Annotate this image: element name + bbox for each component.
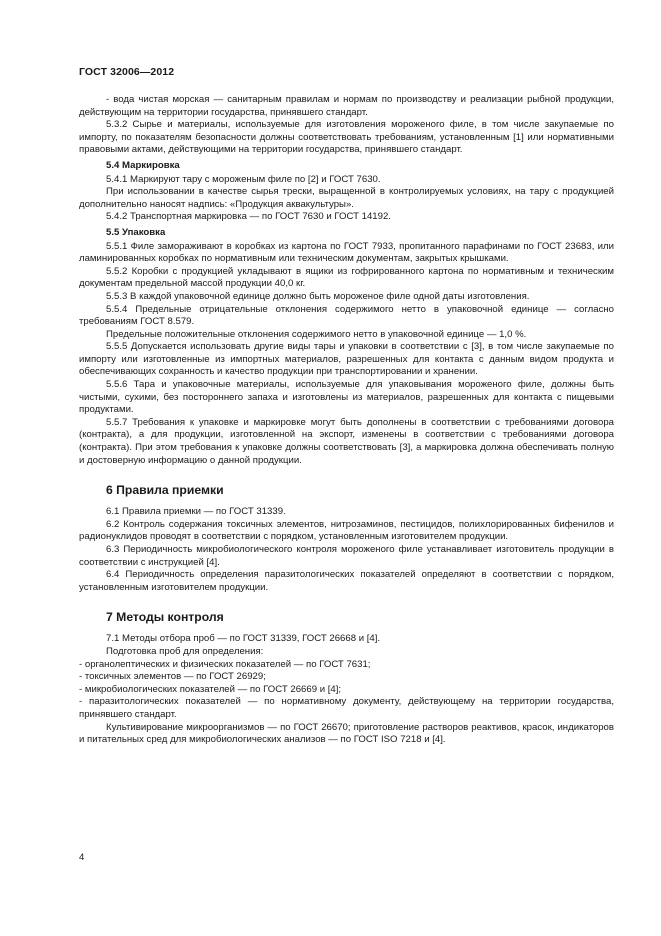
subsection-heading: 5.5 Упаковка [106, 226, 166, 238]
list-item: - паразитологических показателей — по нормативному документу, действующему на территории государства, принявшего стандарт. [79, 696, 614, 720]
paragraph: 5.3.2 Сырье и материалы, используемые для изготовления мороженого филе, в том числе закупаемые по импорту, по показателям безопасности должны соответствовать требованиям, установленным [1] или нормативными правовыми актами, действующими на территории государства, принявшего стандарт. [79, 119, 614, 156]
paragraph: 6.3 Периодичность микробиологического контроля мороженого филе устанавливает изготовитель продукции в соответствии с инструкцией [4]. [79, 544, 614, 568]
paragraph: 5.5.4 Предельные отрицательные отклонения содержимого нетто в упаковочной единице — согласно требованиям ГОСТ 8.579. [79, 303, 614, 328]
paragraph: 7.1 Методы отбора проб — по ГОСТ 31339, ГОСТ 26668 и [4]. [106, 633, 381, 645]
paragraph: 6.2 Контроль содержания токсичных элементов, нитрозаминов, пестицидов, полихлорированных бифенилов и радионуклидов проводят в соответствии с порядком, установленным изготовителем продукции. [79, 518, 614, 543]
section-heading: 7 Методы контроля [106, 610, 224, 625]
section-heading: 6 Правила приемки [106, 483, 224, 498]
paragraph: Подготовка проб для определения: [106, 645, 264, 657]
paragraph: При использовании в качестве сырья трески, выращенной в контролируемых условиях, на тару с продукцией дополнительно наносят надпись: «Продукция аквакультуры». [79, 186, 614, 210]
paragraph: 5.5.3 В каждой упаковочной единице должно быть мороженое филе одной даты изготовления. [106, 290, 530, 302]
paragraph: 5.5.6 Тара и упаковочные материалы, используемые для упаковывания мороженого филе, должны быть чистыми, сухими, без постороннего запаха и изготовлены из материалов, разрешенных для контакта с пищевыми продуктами. [79, 379, 614, 416]
paragraph: 6.4 Периодичность определения паразитологических показателей определяют в соответствии с порядком, установленным изготовителем продукции. [79, 569, 614, 593]
paragraph: 5.4.2 Транспортная маркировка — по ГОСТ 7630 и ГОСТ 14192. [106, 211, 391, 223]
subsection-heading: 5.4 Маркировка [106, 159, 180, 171]
paragraph: 5.5.5 Допускается использовать другие виды тары и упаковки в соответствии с [3], в том числе закупаемые по импорту или изготовленные из импортных материалов, разрешенных для контакта с данным видом продукта и обеспечивающих сохранность и качество продукции при транспортировании и хранении. [79, 341, 614, 378]
paragraph: Культивирование микроорганизмов — по ГОСТ 26670; приготовление растворов реактивов, красок, индикаторов и питательных сред для микробиологических анализов — по ГОСТ ISO 7218 и [4]. [79, 721, 614, 746]
paragraph: 5.5.1 Филе замораживают в коробках из картона по ГОСТ 7933, пропитанного парафинами по ГОСТ 23683, или ламинированных коробках по нормативным или техническим документам, закрытых крышками. [79, 240, 614, 265]
page-number: 4 [79, 852, 85, 863]
list-item: - микробиологических показателей — по ГОСТ 26669 и [4]; [79, 683, 342, 695]
paragraph: 5.4.1 Маркируют тару с мороженым филе по [2] и ГОСТ 7630. [106, 173, 381, 185]
document-body [79, 94, 614, 747]
list-item: - токсичных элементов — по ГОСТ 26929; [79, 671, 266, 683]
document-header: ГОСТ 32006—2012 [79, 66, 175, 78]
paragraph: Предельные положительные отклонения содержимого нетто в упаковочной единице — 1,0 %. [106, 328, 527, 340]
list-item: - органолептических и физических показателей — по ГОСТ 7631; [79, 658, 371, 670]
paragraph: 5.5.7 Требования к упаковке и маркировке могут быть дополнены в соответствии с требованиями договора (контракта), а для продукции, изготовленной на экспорт, изменены в соответствии с требованиями договора (контракта). При этом требования к упаковке должны соответствовать [3], а маркировка должна обеспечивать полную и достоверную информацию о данной продукции. [79, 416, 614, 466]
paragraph: 5.5.2 Коробки с продукцией укладывают в ящики из гофрированного картона по нормативным и техническим документам предельной массой продукции 40,0 кг. [79, 265, 614, 290]
paragraph: - вода чистая морская — санитарным правилам и нормам по производству и реализации рыбной продукции, действующим на территории государства, принявшего стандарт. [79, 94, 614, 118]
paragraph: 6.1 Правила приемки — по ГОСТ 31339. [106, 506, 286, 518]
